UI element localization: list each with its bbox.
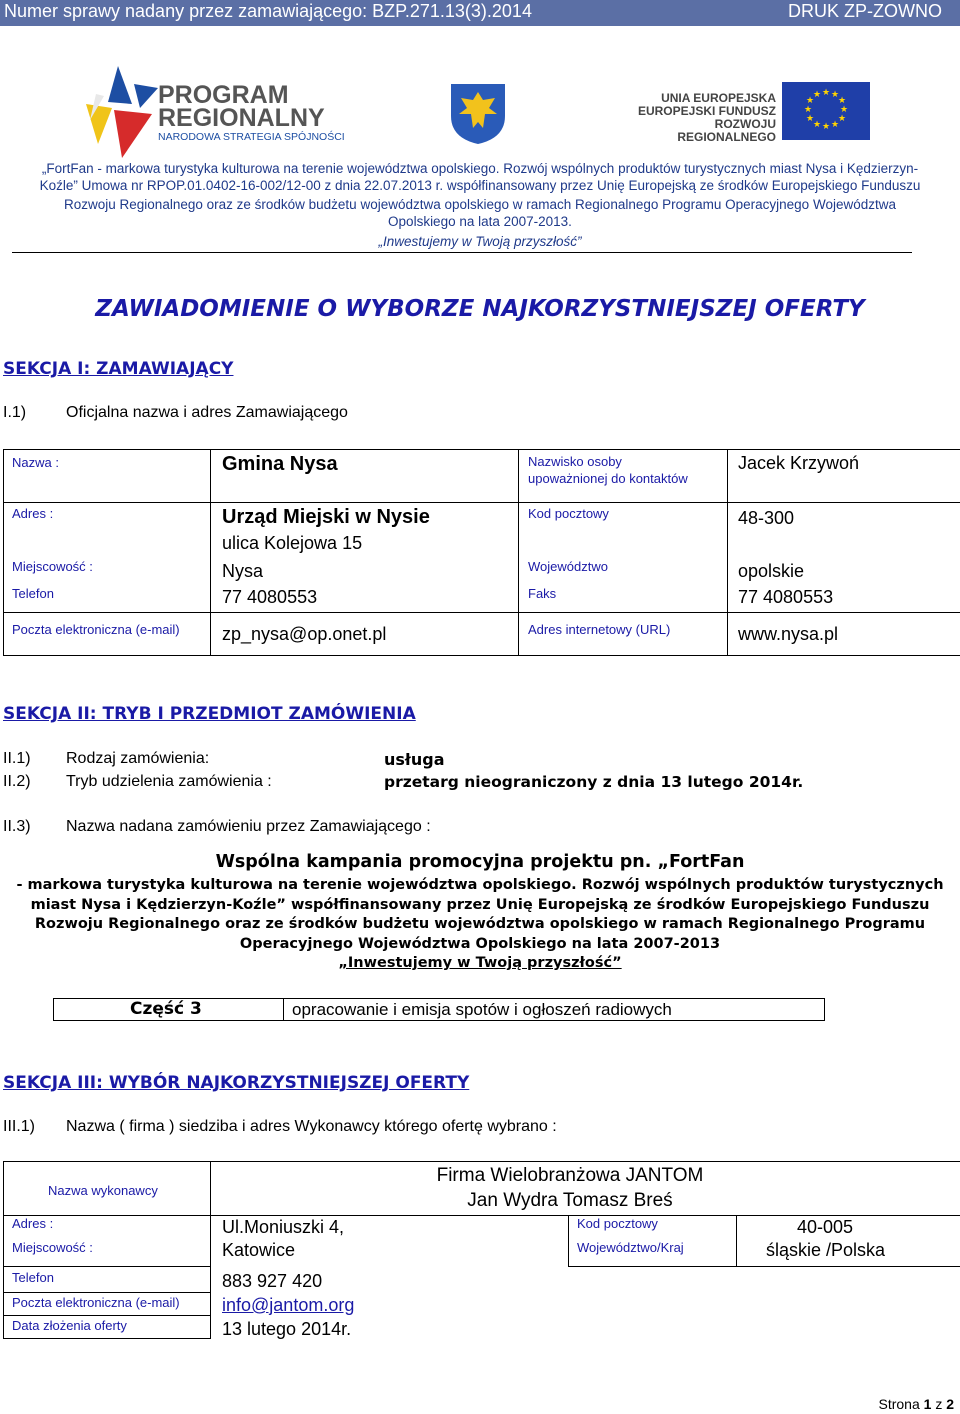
order-name-description (0, 876, 960, 974)
order-type-value: usługa (384, 750, 445, 769)
contractor-region-label: Województwo/Kraj (577, 1240, 684, 1255)
contractor-phone-value: 883 927 420 (222, 1271, 323, 1291)
buyer-region-value: opolskie (738, 561, 805, 581)
section2-heading: SEKCJA II: TRYB I PRZEDMIOT ZAMÓWIENIA (3, 704, 416, 724)
section2-r2-label: Tryb udzielenia zamówienia : (66, 773, 272, 790)
section3-sub-text: Nazwa ( firma ) siedziba i adres Wykonawcy którego ofertę wybrano : (66, 1118, 557, 1135)
part-value: opracowanie i emisja spotów i ogłoszeń radiowych (292, 1000, 672, 1019)
eu-logo-line3: ROZWOJU REGIONALNEGO (677, 117, 776, 144)
svg-text:★: ★ (812, 90, 822, 100)
project-line2: Koźle” Umowa nr RPOP.01.0402-16-002/12-00 z dnia 22.07.2013 r. współfinansowany przez Unię Europejską ze środków Europejskiego Funduszu (39, 178, 921, 193)
contractor-name-value (210, 1163, 930, 1213)
eu-logo-line1: UNIA EUROPEJSKA (661, 91, 776, 105)
page-total: 2 (946, 1396, 954, 1412)
form-code: DRUK ZP-ZOWNO (788, 1, 942, 21)
project-line4: Opolskiego na lata 2007-2013. (388, 214, 572, 229)
order-desc-line3: Rozwoju Regionalnego oraz ze środków budżetu województwa opolskiego w ramach Regionalnego Programu (34, 916, 926, 932)
buyer-name-value: Gmina Nysa (222, 453, 338, 475)
page-indicator (878, 1396, 954, 1412)
order-desc-line2: miast Nysa i Kędzierzyn-Koźle” współfinansowany przez Unię Europejską ze środków Europejskiego Funduszu (30, 896, 930, 913)
buyer-phone-label: Telefon (12, 586, 54, 601)
svg-text:★: ★ (837, 114, 847, 124)
project-line1: „FortFan - markowa turystyka kulturowa na terenie województwa opolskiego. Rozwój wspólnych produktów turystycznych miast Nysa i Kędzierzyn- (41, 161, 919, 176)
svg-text:★: ★ (821, 122, 831, 132)
buyer-phone-value: 77 4080553 (222, 587, 318, 607)
section1-heading: SEKCJA I: ZAMAWIAJĄCY (3, 359, 234, 379)
svg-text:★: ★ (830, 120, 840, 130)
buyer-postal-label: Kod pocztowy (528, 506, 609, 521)
offer-date-label: Data złożenia oferty (12, 1318, 127, 1333)
svg-text:★: ★ (830, 90, 840, 100)
buyer-fax-label: Faks (528, 586, 557, 601)
eu-flag-icon (782, 82, 870, 140)
contractor-postal-label: Kod pocztowy (577, 1216, 658, 1231)
contractor-address-label: Adres : (12, 1216, 54, 1231)
project-slogan: „Inwestujemy w Twoją przyszłość” (378, 234, 582, 249)
eu-logo (626, 82, 870, 142)
program-logo-line3: NARODOWA STRATEGIA SPÓJNOŚCI (158, 131, 345, 143)
buyer-url-value[interactable]: www.nysa.pl (738, 624, 839, 644)
contractor-name-line2: Jan Wydra Tomasz Breś (467, 1190, 673, 1211)
buyer-name-label: Nazwa : (12, 455, 59, 470)
buyer-address-label: Adres : (12, 506, 54, 521)
svg-text:★: ★ (812, 120, 822, 130)
header-divider (12, 252, 912, 253)
order-desc-line4: Operacyjnego Województwa Opolskiego na lata 2007-2013 (239, 935, 721, 952)
contractor-address-value: Ul.Moniuszki 4, (222, 1217, 345, 1237)
order-desc-line1: - markowa turystyka kulturowa na terenie województwa opolskiego. Rozwój wspólnych produktów turystycznych (16, 877, 944, 893)
contractor-region-value: śląskie /Polska (766, 1240, 886, 1260)
program-regionalny-logo (78, 62, 368, 162)
buyer-city-value: Nysa (222, 561, 264, 581)
contractor-email-label: Poczta elektroniczna (e-mail) (12, 1295, 180, 1310)
order-name-title: Wspólna kampania promocyjna projektu pn. „FortFan (215, 852, 745, 872)
buyer-email-label: Poczta elektroniczna (e-mail) (12, 622, 180, 637)
part-label: Część 3 (130, 999, 202, 1019)
section2-r1-num: II.1) (3, 750, 31, 767)
section3-heading: SEKCJA III: WYBÓR NAJKORZYSTNIEJSZEJ OFERTY (3, 1073, 470, 1093)
eagle-shield-icon (449, 82, 507, 146)
section2-r2-num: II.2) (3, 773, 31, 790)
buyer-region-label: Województwo (528, 559, 608, 574)
section2-r1-label: Rodzaj zamówienia: (66, 750, 210, 767)
program-logo-line2: REGIONALNY (158, 104, 325, 132)
contractor-city-label: Miejscowość : (12, 1240, 93, 1255)
page-of: z (935, 1396, 943, 1412)
opolskie-coat-of-arms (449, 82, 507, 146)
section2-r3-num: II.3) (3, 818, 31, 835)
contact-person-value: Jacek Krzywoń (738, 453, 860, 473)
case-number: Numer sprawy nadany przez zamawiającego: BZP.271.13(3).2014 (4, 1, 532, 21)
buyer-address-value2: ulica Kolejowa 15 (222, 533, 363, 553)
svg-text:★: ★ (805, 114, 815, 124)
section1-sub-num: I.1) (3, 404, 27, 421)
project-description (0, 160, 960, 250)
contractor-postal-value: 40-005 (797, 1217, 854, 1237)
buyer-fax-value: 77 4080553 (738, 587, 834, 607)
order-desc-line5: „Inwestujemy w Twoją przyszłość” (338, 955, 622, 971)
svg-text:★: ★ (805, 96, 815, 106)
contractor-phone-label: Telefon (12, 1270, 54, 1285)
document-title: ZAWIADOMIENIE O WYBORZE NAJKORZYSTNIEJSZEJ OFERTY (95, 296, 865, 322)
eu-logo-line2: EUROPEJSKI FUNDUSZ (637, 104, 776, 118)
buyer-postal-value: 48-300 (738, 508, 795, 528)
buyer-email-value[interactable]: zp_nysa@op.onet.pl (222, 624, 387, 644)
buyer-url-label: Adres internetowy (URL) (528, 622, 671, 637)
svg-text:★: ★ (803, 105, 813, 115)
svg-text:★: ★ (837, 96, 847, 106)
program-logo-line1: PROGRAM (158, 81, 289, 109)
section1-sub-text: Oficjalna nazwa i adres Zamawiającego (66, 404, 348, 421)
page-current: 1 (923, 1396, 932, 1412)
contractor-name-line1: Firma Wielobranżowa JANTOM (436, 1165, 704, 1186)
contractor-name-label: Nazwa wykonawcy (48, 1183, 158, 1198)
contact-person-label (528, 453, 688, 487)
contractor-city-value: Katowice (222, 1240, 296, 1260)
svg-text:★: ★ (821, 88, 831, 98)
header-bar (0, 0, 960, 26)
buyer-address-value1: Urząd Miejski w Nysie (222, 506, 430, 528)
offer-date-value: 13 lutego 2014r. (222, 1319, 352, 1339)
contractor-email-link[interactable]: info@jantom.org (222, 1295, 355, 1315)
procedure-value: przetarg nieograniczony z dnia 13 lutego 2014r. (384, 773, 804, 791)
section2-r3-label: Nazwa nadana zamówieniu przez Zamawiającego : (66, 818, 431, 835)
contact-person-label-2: upoważnionej do kontaktów (528, 471, 688, 486)
section3-sub-num: III.1) (3, 1118, 36, 1135)
project-line3: Rozwoju Regionalnego oraz ze środków budżetu województwa opolskiego w ramach Regionalnego Programu Operacyjnego Województwa (64, 197, 896, 212)
contact-person-label-1: Nazwisko osoby (528, 454, 622, 469)
buyer-city-label: Miejscowość : (12, 559, 93, 574)
page-label: Strona (878, 1396, 920, 1412)
program-logo-icon (78, 64, 160, 160)
svg-text:★: ★ (839, 105, 849, 115)
